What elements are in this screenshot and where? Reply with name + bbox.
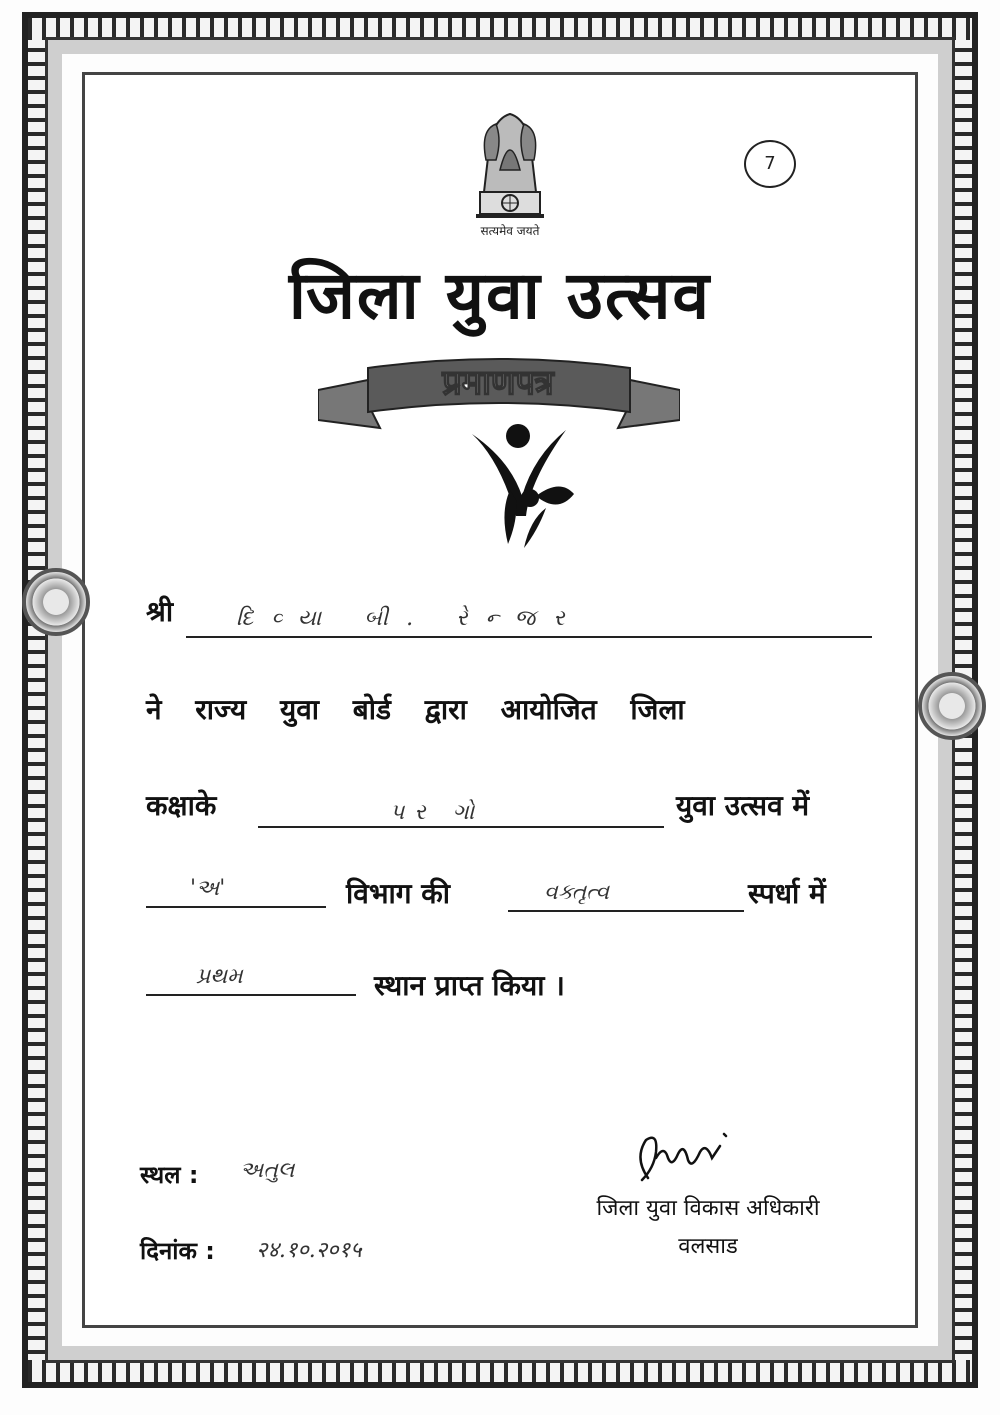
position-underline (146, 994, 356, 996)
youth-festival-logo-icon (470, 420, 580, 550)
date-label: दिनांक : (140, 1237, 215, 1265)
position-value: પ્રથમ (196, 964, 243, 989)
shri-label: श्री (146, 595, 174, 628)
emblem-motto: सत्यमेव जयते (480, 224, 540, 238)
level-value: પર ગો (390, 800, 485, 825)
competition-underline (508, 910, 744, 912)
officer-signature (628, 1128, 738, 1188)
kakshake-label: कक्षाके (146, 789, 217, 822)
yuva-utsav-label: युवा उत्सव में (676, 789, 810, 822)
certificate-label: प्रमाणपत्र (442, 363, 554, 403)
category-value: 'અ' (190, 876, 226, 901)
recipient-name: દિવ્યા બી. રેન્જર (236, 606, 583, 631)
spardha-label: स्पर्धा में (748, 877, 826, 910)
category-underline (146, 906, 326, 908)
organizer-line: ने राज्य युवा बोर्ड द्वारा आयोजित जिला (146, 693, 685, 726)
national-emblem-icon (466, 100, 554, 222)
signatory-place: वलसाड (678, 1234, 738, 1259)
left-border-rosette (22, 568, 90, 636)
level-underline (258, 826, 664, 828)
vibhag-label: विभाग की (346, 877, 451, 910)
place-label: स्थल : (140, 1161, 199, 1189)
sthan-label: स्थान प्राप्त किया । (374, 969, 565, 1002)
handwritten-serial-mark: 7 (744, 140, 796, 188)
place-value: અતુલ (240, 1158, 295, 1183)
competition-value: વક્તૃત્વ (544, 880, 610, 905)
right-border-rosette (918, 672, 986, 740)
signatory-title: जिला युवा विकास अधिकारी (596, 1196, 820, 1221)
name-underline (186, 636, 872, 638)
date-value: २४.१०.२०१५ (256, 1238, 362, 1263)
signatory-block (548, 1190, 868, 1266)
certificate-title: जिला युवा उत्सव (288, 257, 712, 334)
